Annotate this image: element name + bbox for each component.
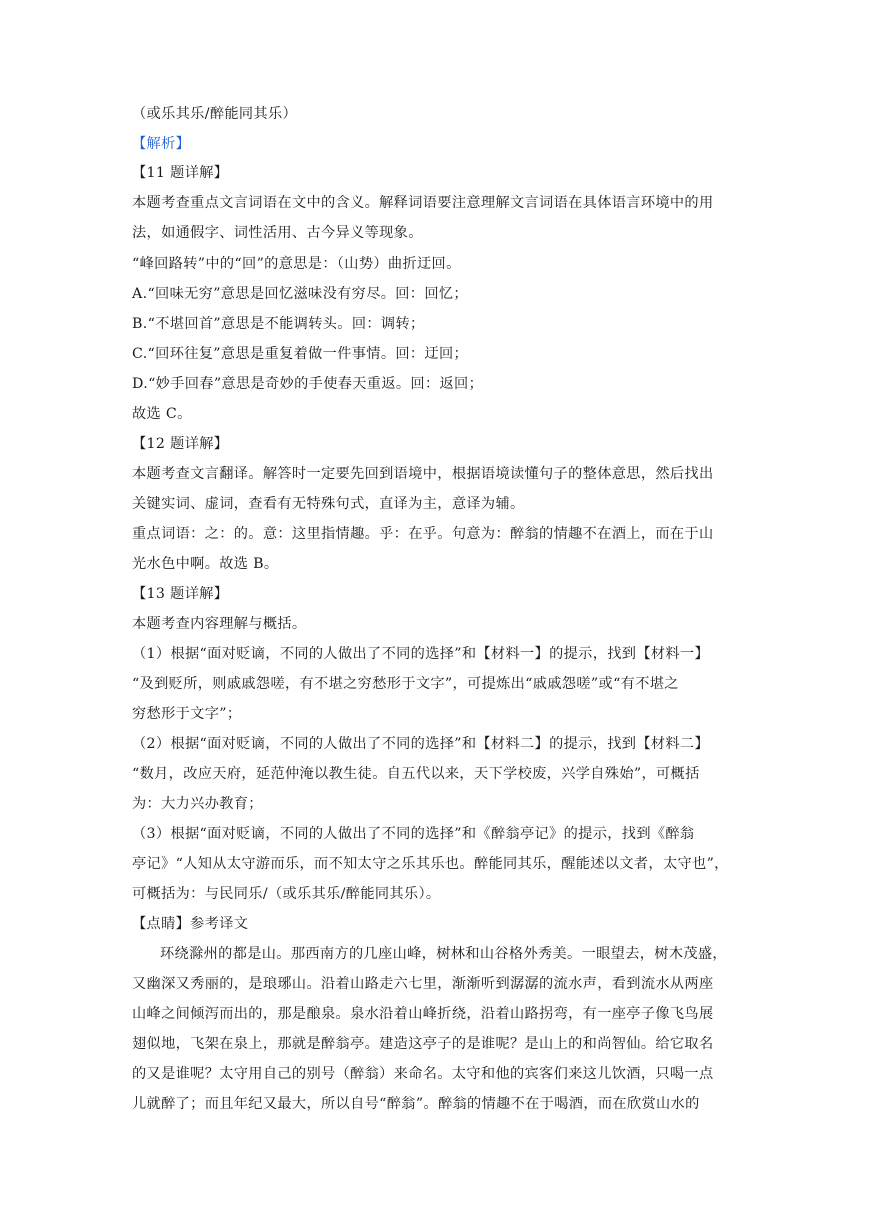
analysis-heading: 【解析】 xyxy=(132,136,191,152)
option-a: A.“回味无穷”意思是回忆滋味没有穷尽。回：回忆； xyxy=(132,286,468,302)
answer-line: 故选 C。 xyxy=(132,406,192,422)
text-line: 穷愁形于文字”； xyxy=(132,706,242,722)
section-heading-12: 【12 题详解】 xyxy=(132,436,229,452)
section-heading-11: 【11 题详解】 xyxy=(132,165,229,181)
text-line: （2）根据“面对贬谪，不同的人做出了不同的选择”和【材料二】的提示，找到【材料二】 xyxy=(132,736,710,752)
text-line: “峰回路转”中的“回”的意思是：（山势）曲折迂回。 xyxy=(132,256,461,272)
option-b: B.“不堪回首”意思是不能调转头。回：调转； xyxy=(132,316,425,332)
text-line: 光水色中啊。故选 B。 xyxy=(132,556,279,572)
text-line: 亭记》“人知从太守游而乐，而不知太守之乐其乐也。醉能同其乐，醒能述以文者，太守也”， xyxy=(132,856,729,872)
text-line: （或乐其乐/醉能同其乐） xyxy=(132,106,298,122)
text-line: 本题考查重点文言词语在文中的含义。解释词语要注意理解文言词语在具体语言环境中的用 xyxy=(132,195,714,211)
text-line: “及到贬所，则戚戚怨嗟，有不堪之穷愁形于文字”，可提炼出“戚戚怨嗟”或“有不堪之 xyxy=(132,676,679,692)
translation-line: 又幽深又秀丽的，是琅琊山。沿着山路走六七里，渐渐听到潺潺的流水声，看到流水从两座 xyxy=(132,976,714,992)
text-line: 为：大力兴办教育； xyxy=(132,796,263,812)
text-line: 本题考查文言翻译。解答时一定要先回到语境中，根据语境读懂句子的整体意思，然后找出 xyxy=(132,466,714,482)
translation-line: 的又是谁呢？太守用自己的别号（醉翁）来命名。太守和他的宾客们来这儿饮酒，只喝一点 xyxy=(132,1066,714,1082)
text-line: 关键实词、虚词，查看有无特殊句式，直译为主，意译为辅。 xyxy=(132,496,525,512)
translation-line: 山峰之间倾泻而出的，那是酿泉。泉水沿着山峰折绕，沿着山路拐弯，有一座亭子像飞鸟展 xyxy=(132,1006,714,1022)
text-line: “数月，改应天府，延范仲淹以教生徒。自五代以来，天下学校废，兴学自殊始”，可概括 xyxy=(132,766,700,782)
text-line: 可概括为：与民同乐/（或乐其乐/醉能同其乐）。 xyxy=(132,886,441,902)
translation-line: 环绕滁州的都是山。那西南方的几座山峰，树林和山谷格外秀美。一眼望去，树木茂盛， xyxy=(160,946,727,962)
text-line: （1）根据“面对贬谪，不同的人做出了不同的选择”和【材料一】的提示，找到【材料一】 xyxy=(132,646,710,662)
translation-line: 儿就醉了；而且年纪又最大，所以自号“醉翁”。醉翁的情趣不在于喝酒，而在欣赏山水的 xyxy=(132,1096,700,1112)
option-c: C.“回环往复”意思是重复着做一件事情。回：迂回； xyxy=(132,346,469,362)
text-line: 法，如通假字、词性活用、古今异义等现象。 xyxy=(132,225,423,241)
text-line: 重点词语：之：的。意：这里指情趣。乎：在乎。句意为：醉翁的情趣不在酒上，而在于山 xyxy=(132,526,714,542)
option-d: D.“妙手回春”意思是奇妙的手使春天重返。回：返回； xyxy=(132,376,484,392)
translation-heading: 【点睛】参考译文 xyxy=(132,916,249,932)
translation-line: 翅似地，飞架在泉上，那就是醉翁亭。建造这亭子的是谁呢？是山上的和尚智仙。给它取名 xyxy=(132,1036,714,1052)
text-line: 本题考查内容理解与概括。 xyxy=(132,616,307,632)
section-heading-13: 【13 题详解】 xyxy=(132,586,229,602)
text-line: （3）根据“面对贬谪，不同的人做出了不同的选择”和《醉翁亭记》的提示，找到《醉翁 xyxy=(132,826,695,842)
